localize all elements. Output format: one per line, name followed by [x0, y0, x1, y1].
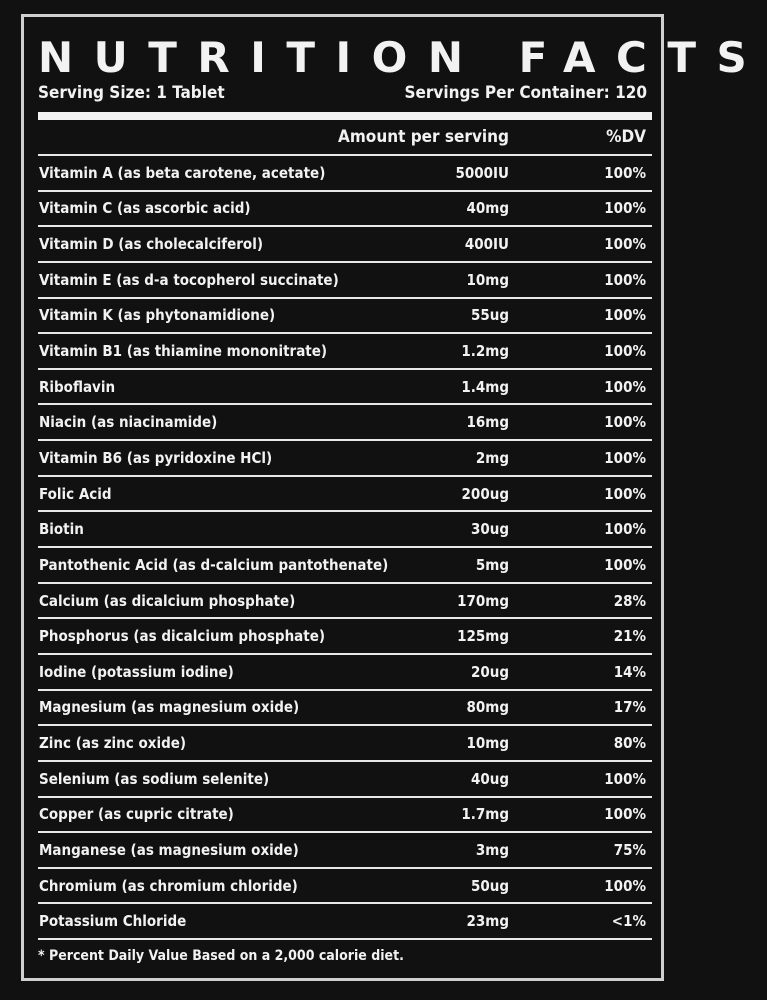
- nutrient-name: Niacin (as niacinamide): [39, 413, 218, 432]
- table-row: [38, 798, 652, 834]
- nutrient-amount: 125mg: [457, 627, 509, 646]
- nutrient-amount: 16mg: [466, 413, 509, 432]
- table-row: [38, 227, 652, 263]
- table-row: [38, 548, 652, 584]
- nutrient-name: Phosphorus (as dicalcium phosphate): [39, 627, 326, 646]
- nutrient-name: Manganese (as magnesium oxide): [39, 840, 299, 859]
- nutrient-dv: 100%: [604, 555, 646, 574]
- nutrient-amount: 80mg: [466, 698, 509, 717]
- nutrient-amount: 40ug: [470, 769, 509, 788]
- nutrient-dv: 14%: [613, 662, 646, 681]
- table-row: [38, 405, 652, 441]
- nutrient-name: Biotin: [39, 520, 84, 539]
- nutrient-name: Riboflavin: [39, 377, 116, 396]
- nutrient-name: Vitamin C (as ascorbic acid): [39, 199, 251, 218]
- nutrient-amount: 20ug: [470, 662, 509, 681]
- nutrient-amount: 10mg: [466, 734, 509, 753]
- nutrient-name: Potassium Chloride: [39, 912, 187, 931]
- nutrient-dv: 28%: [613, 591, 646, 610]
- nutrient-amount: 1.4mg: [461, 377, 509, 396]
- nutrient-amount: 2mg: [475, 448, 509, 467]
- nutrient-dv: 100%: [604, 377, 646, 396]
- table-row: [38, 869, 652, 905]
- nutrient-amount: 50ug: [470, 876, 509, 895]
- table-row: [38, 655, 652, 691]
- nutrient-dv: 100%: [604, 163, 646, 182]
- nutrient-dv: 100%: [604, 769, 646, 788]
- nutrient-dv: 100%: [604, 484, 646, 503]
- table-row: [38, 619, 652, 655]
- nutrient-dv: 100%: [604, 520, 646, 539]
- table-row: [38, 726, 652, 762]
- nutrient-name: Selenium (as sodium selenite): [39, 769, 270, 788]
- table-row: [38, 370, 652, 406]
- nutrient-name: Vitamin B1 (as thiamine mononitrate): [39, 342, 328, 361]
- table-row: [38, 192, 652, 228]
- nutrient-name: Vitamin E (as d-a tocopherol succinate): [39, 270, 339, 289]
- nutrient-amount: 1.2mg: [461, 342, 509, 361]
- table-row: [38, 584, 652, 620]
- nutrient-dv: 100%: [604, 413, 646, 432]
- table-row: [38, 512, 652, 548]
- nutrient-dv: 100%: [604, 876, 646, 895]
- nutrient-dv: 75%: [613, 840, 646, 859]
- nutrient-amount: 1.7mg: [461, 805, 509, 824]
- footnote: * Percent Daily Value Based on a 2,000 calorie diet.: [38, 948, 404, 964]
- nutrient-name: Vitamin A (as beta carotene, acetate): [39, 163, 326, 182]
- nutrient-name: Iodine (potassium iodine): [39, 662, 234, 681]
- nutrient-amount: 200ug: [461, 484, 509, 503]
- nutrient-amount: 10mg: [466, 270, 509, 289]
- nutrient-dv: 100%: [604, 199, 646, 218]
- nutrient-amount: 40mg: [466, 199, 509, 218]
- nutrient-amount: 23mg: [466, 912, 509, 931]
- table-row: [38, 334, 652, 370]
- dv-column-header: %DV: [606, 127, 646, 147]
- nutrient-amount: 3mg: [475, 840, 509, 859]
- nutrient-dv: <1%: [611, 912, 646, 931]
- nutrient-amount: 5mg: [475, 555, 509, 574]
- nutrient-amount: 170mg: [457, 591, 509, 610]
- nutrient-name: Magnesium (as magnesium oxide): [39, 698, 300, 717]
- panel-title: NUTRITION FACTS: [38, 33, 767, 82]
- nutrient-name: Vitamin B6 (as pyridoxine HCl): [39, 448, 273, 467]
- table-row: [38, 263, 652, 299]
- amount-column-header: Amount per serving: [338, 127, 509, 147]
- table-header-row: [38, 120, 652, 156]
- nutrient-dv: 100%: [604, 342, 646, 361]
- nutrient-name: Copper (as cupric citrate): [39, 805, 234, 824]
- nutrient-dv: 21%: [613, 627, 646, 646]
- table-row: [38, 477, 652, 513]
- table-row: [38, 762, 652, 798]
- nutrient-table: [38, 156, 652, 940]
- nutrient-name: Zinc (as zinc oxide): [39, 734, 187, 753]
- nutrient-name: Folic Acid: [39, 484, 112, 503]
- nutrient-name: Vitamin D (as cholecalciferol): [39, 235, 263, 254]
- servings-per-container-label: Servings Per Container: 120: [404, 83, 647, 103]
- serving-info-row: [38, 81, 647, 105]
- table-row: [38, 833, 652, 869]
- table-row: [38, 156, 652, 192]
- table-row: [38, 441, 652, 477]
- nutrient-name: Pantothenic Acid (as d-calcium pantothenate): [39, 555, 389, 574]
- nutrient-amount: 55ug: [470, 306, 509, 325]
- nutrient-name: Calcium (as dicalcium phosphate): [39, 591, 296, 610]
- nutrient-amount: 5000IU: [455, 163, 509, 182]
- nutrition-facts-panel: [21, 14, 767, 981]
- nutrient-dv: 17%: [613, 698, 646, 717]
- serving-size-label: Serving Size: 1 Tablet: [38, 83, 225, 103]
- nutrient-dv: 100%: [604, 270, 646, 289]
- nutrient-name: Chromium (as chromium chloride): [39, 876, 298, 895]
- nutrient-amount: 30ug: [470, 520, 509, 539]
- nutrient-dv: 100%: [604, 448, 646, 467]
- nutrient-name: Vitamin K (as phytonamidione): [39, 306, 276, 325]
- table-row: [38, 904, 652, 940]
- table-row: [38, 299, 652, 335]
- thick-divider: [38, 112, 652, 120]
- nutrient-dv: 100%: [604, 805, 646, 824]
- nutrient-dv: 80%: [613, 734, 646, 753]
- nutrient-amount: 400IU: [464, 235, 509, 254]
- nutrient-dv: 100%: [604, 306, 646, 325]
- table-row: [38, 691, 652, 727]
- nutrient-dv: 100%: [604, 235, 646, 254]
